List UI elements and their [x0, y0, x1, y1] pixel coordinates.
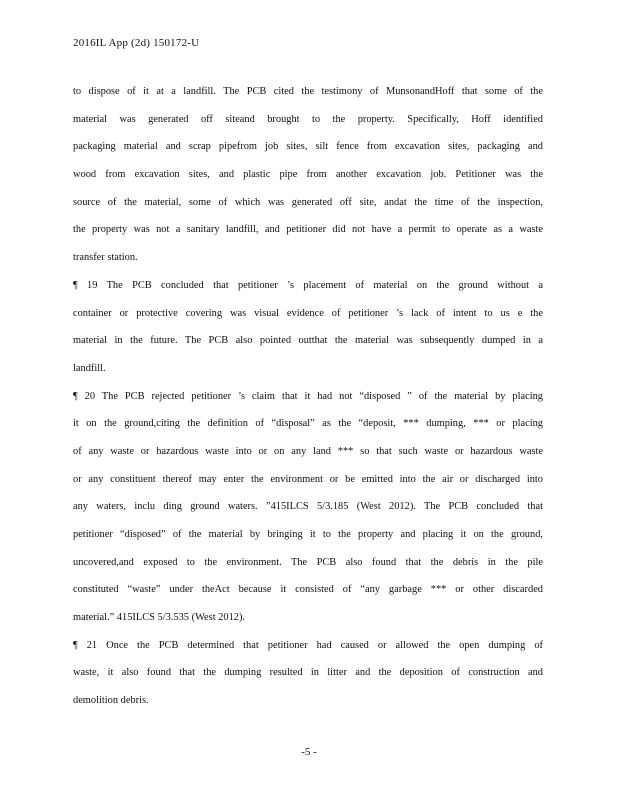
text-line: landfill. [73, 362, 106, 374]
text-line: petitioner “disposed” of the material by bringing it to the property and placing it on the ground, [73, 529, 543, 540]
text-line: it on the ground,citing the definition of “disposal” as the “deposit, *** dumping, *** or placing [73, 418, 543, 430]
text-line: ¶ 19 The PCB concluded that petitioner ’s placement of material on the ground without a [73, 279, 543, 291]
text-line: packaging material and scrap pipefrom job sites, silt fence from excavation sites, packaging and [73, 141, 543, 153]
text-line: uncovered,and exposed to the environment. The PCB also found that the debris in the pile [73, 556, 543, 568]
text-line: demolition debris. [73, 695, 149, 707]
text-line: material in the future. The PCB also pointed outthat the material was subsequently dumped in a [73, 335, 543, 347]
text-line: material.” 415ILCS 5/3.535 (West 2012). [73, 612, 246, 624]
text-line: material was generated off siteand brought to the property. Specifically, Hoff identified [73, 113, 543, 125]
text-line: of any waste or hazardous waste into or on any land *** so that such waste or hazardous waste [73, 445, 543, 457]
text-line: ¶ 21 Once the PCB determined that petitioner had caused or allowed the open dumping of [73, 639, 543, 651]
case-citation-header: 2016IL App (2d) 150172-U [73, 37, 200, 49]
page-number: -5 - [301, 746, 317, 758]
text-line: transfer station. [73, 252, 138, 264]
text-line: container or protective covering was visual evidence of petitioner ’s lack of intent to us e the [73, 307, 543, 319]
text-line: waste, it also found that the dumping resulted in litter and the deposition of construction and [73, 667, 543, 679]
text-line: any waters, inclu ding ground waters. ”415ILCS 5/3.185 (West 2012). The PCB concluded that [73, 501, 543, 513]
text-line: the property was not a sanitary landfill, and petitioner did not have a permit to operate as a waste [73, 224, 543, 236]
text-line: source of the material, some of which was generated off site, andat the time of the inspection, [73, 196, 543, 208]
text-line: ¶ 20 The PCB rejected petitioner ’s claim that it had not “disposed ” of the material by placing [73, 390, 543, 402]
text-line: to dispose of it at a landfill. The PCB cited the testimony of MunsonandHoff that some of the [73, 86, 543, 97]
opinion-body-text [73, 78, 543, 715]
text-line: wood from excavation sites, and plastic pipe from another excavation job. Petitioner was the [73, 169, 543, 181]
text-line: constituted “waste” under theAct because it consisted of “any garbage *** or other discarded [73, 584, 543, 596]
text-line: or any constituent thereof may enter the environment or be emitted into the air or discharged into [73, 473, 543, 485]
